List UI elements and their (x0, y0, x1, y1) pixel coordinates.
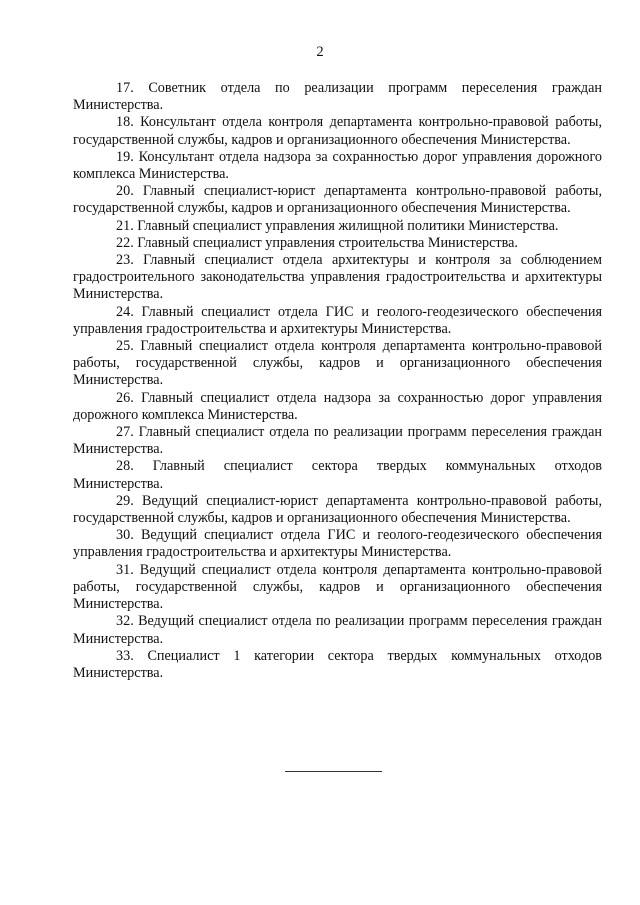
position-list (73, 80, 602, 682)
list-item: 28. Главный специалист сектора твердых коммунальных отходов Министерства. (73, 458, 602, 492)
list-item: 30. Ведущий специалист отдела ГИС и геолого-геодезического обеспечения управления градостроительства и архитектуры Министерства. (73, 527, 602, 561)
list-item: 23. Главный специалист отдела архитектуры и контроля за соблюдением градостроительного законодательства управления градостроительства и архитектуры Министерства. (73, 252, 602, 303)
list-item: 25. Главный специалист отдела контроля департамента контрольно-правовой работы, государственной службы, кадров и организационного обеспечения Министерства. (73, 338, 602, 389)
list-item: 33. Специалист 1 категории сектора твердых коммунальных отходов Министерства. (73, 647, 602, 681)
list-item: 26. Главный специалист отдела надзора за сохранностью дорог управления дорожного комплекса Министерства. (73, 389, 602, 423)
list-item: 22. Главный специалист управления строительства Министерства. (116, 234, 518, 251)
list-item: 29. Ведущий специалист-юрист департамента контрольно-правовой работы, государственной службы, кадров и организационного обеспечения Министерства. (73, 492, 602, 527)
end-separator-line (285, 771, 382, 772)
list-item: 32. Ведущий специалист отдела по реализации программ переселения граждан Министерства. (73, 613, 602, 647)
list-item: 19. Консультант отдела надзора за сохранностью дорог управления дорожного комплекса Министерства. (73, 148, 602, 183)
page-number: 2 (316, 44, 324, 60)
list-item: 20. Главный специалист-юрист департамента контрольно-правовой работы, государственной службы, кадров и организационного обеспечения Министерства. (73, 183, 602, 217)
list-item: 31. Ведущий специалист отдела контроля департамента контрольно-правовой работы, государственной службы, кадров и организационного обеспечения Министерства. (73, 561, 602, 613)
list-item: 21. Главный специалист управления жилищной политики Министерства. (116, 217, 559, 234)
list-item: 24. Главный специалист отдела ГИС и геолого-геодезического обеспечения управления градостроительства и архитектуры Министерства. (73, 303, 602, 337)
list-item: 27. Главный специалист отдела по реализации программ переселения граждан Министерства. (73, 424, 602, 458)
list-item: 17. Советник отдела по реализации программ переселения граждан Министерства. (73, 80, 602, 114)
list-item: 18. Консультант отдела контроля департамента контрольно-правовой работы, государственной службы, кадров и организационного обеспечения Министерства. (73, 114, 602, 148)
